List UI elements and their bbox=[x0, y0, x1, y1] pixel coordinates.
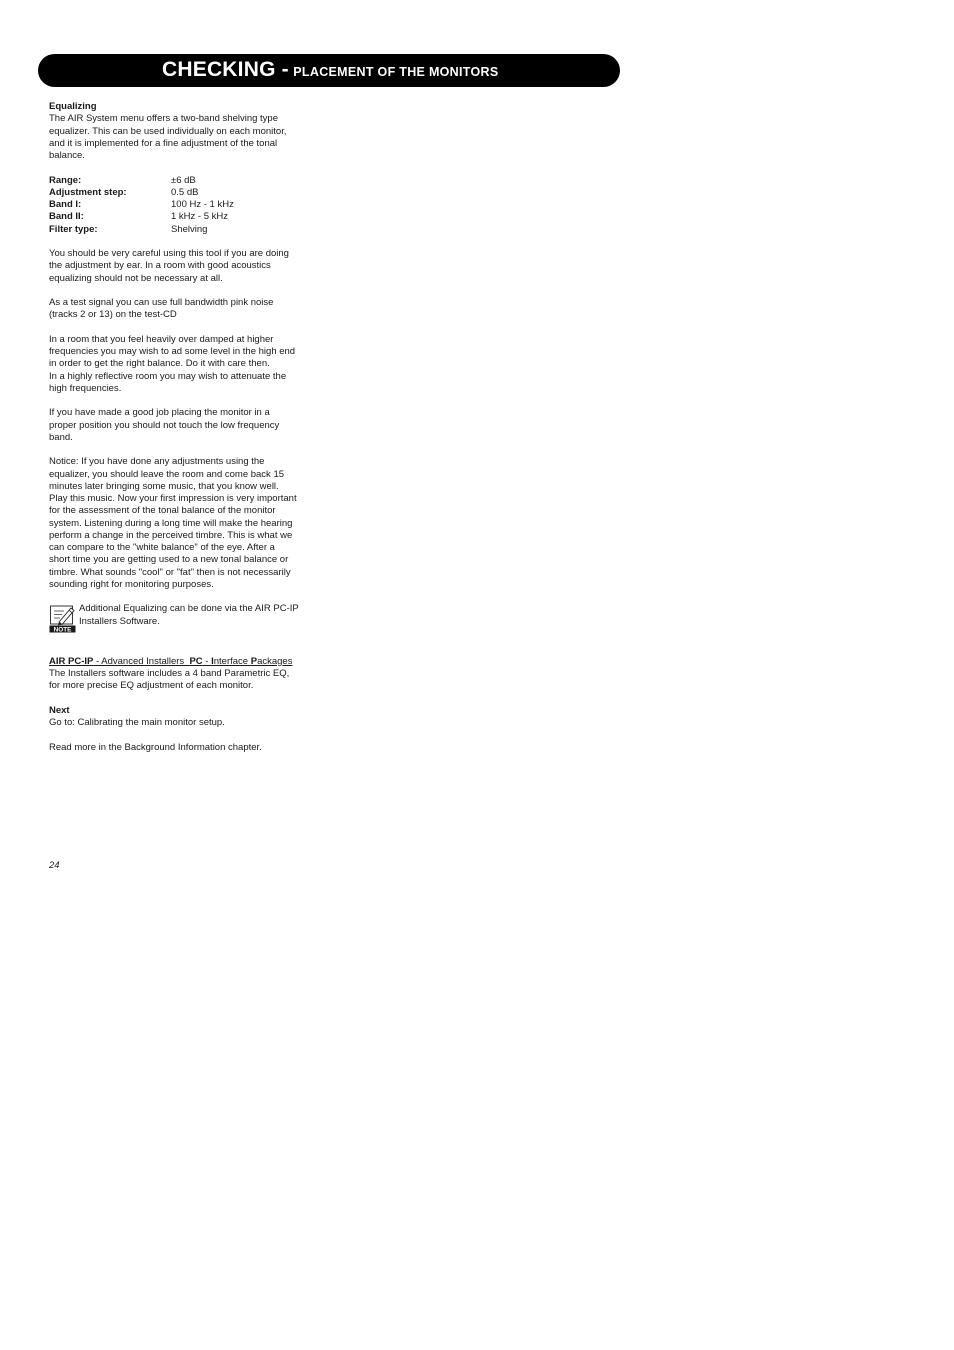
note-pencil-icon bbox=[49, 605, 76, 633]
notice-line: Play this music. Now your first impression is very important bbox=[49, 493, 297, 504]
next-read-more: Read more in the Background Information chapter. bbox=[49, 741, 262, 753]
notice-line: sounding right for monitoring purposes. bbox=[49, 578, 214, 590]
damped-paragraph-line: In a room that you feel heavily over damped at higher bbox=[49, 333, 274, 345]
next-heading: Next bbox=[49, 704, 70, 716]
section-title-sub: PLACEMENT OF THE MONITORS bbox=[293, 65, 499, 79]
good-job-line: If you have made a good job placing the monitor in a bbox=[49, 407, 270, 419]
equalizing-heading: Equalizing bbox=[49, 101, 97, 112]
notice-line: short time you are getting used to a new tonal balance or bbox=[49, 554, 289, 566]
notice-line: can compare to the "white balance" of the eye. After a bbox=[49, 542, 275, 553]
spec-row bbox=[49, 211, 234, 223]
equalizing-intro-line: balance. bbox=[49, 150, 85, 161]
damped-paragraph-line: In a highly reflective room you may wish to attenuate the bbox=[49, 370, 287, 382]
section-title-main: CHECKING - bbox=[162, 58, 289, 81]
good-job-line: band. bbox=[49, 431, 73, 443]
damped-paragraph-line: frequencies you may wish to ad some level in the high end bbox=[49, 346, 296, 357]
notice-line: timbre. What sounds "cool" or "fat" then is not necessarily bbox=[49, 566, 291, 578]
equalizing-intro-line: The AIR System menu offers a two-band shelving type bbox=[49, 113, 278, 125]
pcip-text-line: for more precise EQ adjustment of each monitor. bbox=[49, 680, 254, 692]
spec-row bbox=[49, 187, 234, 199]
spec-label: Band II: bbox=[49, 211, 84, 223]
note-block bbox=[49, 603, 324, 634]
section-header-bar bbox=[38, 54, 620, 87]
equalizing-intro-line: equalizer. This can be used individually on each monitor, bbox=[49, 125, 287, 137]
spec-label: Adjustment step: bbox=[49, 186, 127, 198]
careful-paragraph-line: You should be very careful using this tool if you are doing bbox=[49, 248, 289, 259]
note-text-line: Additional Equalizing can be done via the AIR PC-IP bbox=[79, 603, 299, 615]
notice-line: for the assessment of the tonal balance of the monitor bbox=[49, 505, 276, 517]
note-text-line: Installers Software. bbox=[79, 615, 160, 627]
section-title bbox=[162, 58, 498, 82]
note-icon-label: NOTE bbox=[53, 626, 72, 634]
damped-paragraph-line: high frequencies. bbox=[49, 382, 122, 394]
damped-paragraph-line: in order to get the right balance. Do it with care then. bbox=[49, 358, 270, 370]
test-signal-line: As a test signal you can use full bandwidth pink noise bbox=[49, 297, 274, 308]
spec-value: Shelving bbox=[171, 223, 208, 235]
spec-row bbox=[49, 175, 234, 187]
notice-line: perform a change in the perceived timbre. This is what we bbox=[49, 529, 293, 541]
spec-label: Filter type: bbox=[49, 223, 98, 235]
spec-value: 0.5 dB bbox=[171, 186, 199, 198]
careful-paragraph-line: the adjustment by ear. In a room with good acoustics bbox=[49, 260, 271, 272]
notice-line: minutes later bringing some music, that you know well. bbox=[49, 480, 279, 492]
test-signal-line: (tracks 2 or 13) on the test-CD bbox=[49, 309, 177, 321]
pcip-heading: AIR PC-IP - Advanced Installers PC - Interface Packages bbox=[49, 655, 293, 667]
spec-value: 1 kHz - 5 kHz bbox=[171, 211, 229, 223]
spec-value: ±6 dB bbox=[171, 174, 196, 186]
notice-line: system. Listening during a long time will make the hearing bbox=[49, 517, 293, 529]
spec-table bbox=[49, 175, 234, 236]
good-job-line: proper position you should not touch the low frequency bbox=[49, 419, 280, 431]
spec-label: Range: bbox=[49, 174, 82, 186]
spec-value: 100 Hz - 1 kHz bbox=[171, 199, 234, 210]
pcip-text-line: The Installers software includes a 4 band Parametric EQ, bbox=[49, 668, 290, 679]
next-goto: Go to: Calibrating the main monitor setup. bbox=[49, 717, 225, 728]
equalizing-intro-line: and it is implemented for a fine adjustment of the tonal bbox=[49, 137, 278, 149]
notice-line: equalizer, you should leave the room and come back 15 bbox=[49, 468, 285, 480]
careful-paragraph-line: equalizing should not be necessary at all. bbox=[49, 272, 223, 284]
spec-label: Band I: bbox=[49, 199, 82, 210]
notice-line: Notice: If you have done any adjustments using the bbox=[49, 456, 265, 468]
page-number: 24 bbox=[49, 860, 60, 871]
spec-row bbox=[49, 199, 234, 211]
main-text-column bbox=[49, 101, 324, 754]
spec-row bbox=[49, 224, 234, 236]
